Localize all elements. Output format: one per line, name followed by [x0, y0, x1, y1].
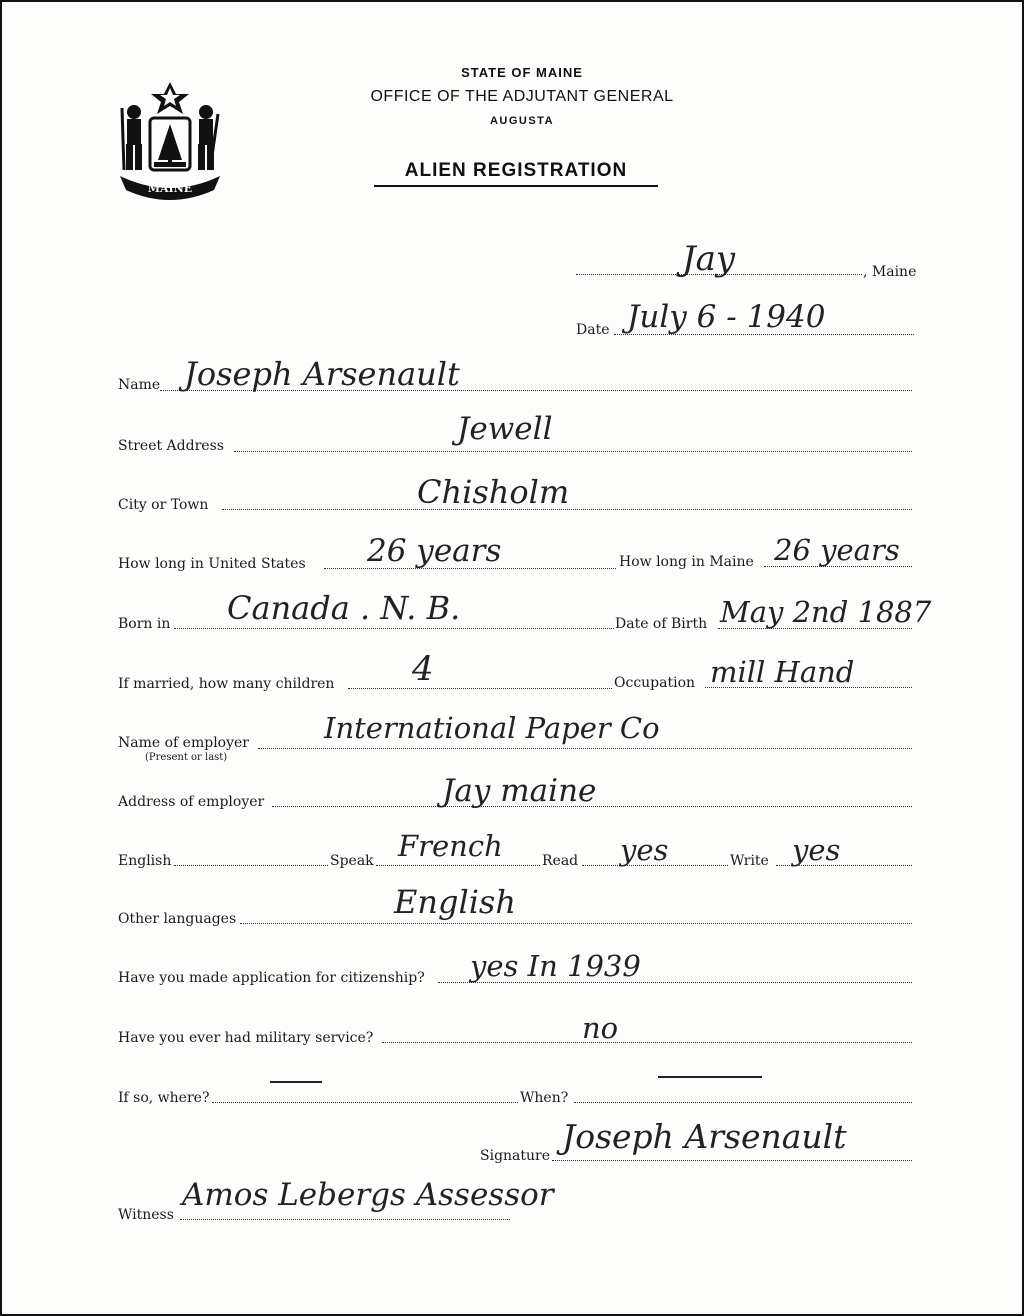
city-value: Chisholm [417, 473, 570, 511]
write-value: yes [792, 833, 841, 867]
speak-line [376, 865, 540, 866]
where-blank-mark [270, 1081, 322, 1083]
english-label: English [118, 853, 172, 869]
read-label: Read [542, 853, 579, 869]
witness-line [180, 1219, 510, 1220]
employer-label: Name of employer [118, 735, 249, 751]
children-label: If married, how many children [118, 676, 335, 692]
children-value: 4 [412, 649, 434, 689]
city-heading: AUGUSTA [489, 115, 555, 127]
street-value: Jewell [457, 411, 553, 447]
employer-note: (Present or last) [145, 752, 228, 763]
write-label: Write [730, 853, 769, 869]
date-label: Date [576, 322, 610, 338]
witness-value: Amos Lebergs Assessor [182, 1177, 554, 1213]
state-heading: STATE OF MAINE [461, 65, 583, 80]
employer-address-label: Address of employer [118, 794, 265, 810]
speak-label: Speak [330, 853, 374, 869]
signature-label: Signature [480, 1148, 551, 1164]
city-label: City or Town [118, 497, 209, 513]
military-line [382, 1042, 912, 1043]
street-line [234, 451, 912, 452]
other-languages-line [240, 923, 912, 924]
name-label: Name [118, 377, 161, 393]
how-long-us-label: How long in United States [118, 556, 306, 572]
employer-line [258, 748, 912, 749]
svg-text:MAINE: MAINE [147, 182, 193, 195]
maine-seal-icon [114, 78, 226, 200]
occupation-label: Occupation [614, 675, 696, 691]
employer-value: International Paper Co [324, 711, 660, 745]
employer-address-value: Jay maine [442, 773, 597, 809]
signature-line [552, 1160, 912, 1161]
witness-label: Witness [118, 1207, 174, 1223]
other-languages-label: Other languages [118, 911, 237, 927]
date-of-birth-label: Date of Birth [615, 616, 708, 632]
military-label: Have you ever had military service? [118, 1030, 374, 1046]
how-long-us-value: 26 years [367, 533, 502, 569]
english-line [174, 865, 328, 866]
signature-value: Joseph Arsenault [562, 1117, 847, 1156]
read-value: yes [620, 833, 669, 867]
date-value: July 6 - 1940 [627, 299, 826, 335]
born-in-value: Canada . N. B. [227, 589, 461, 627]
street-label: Street Address [118, 438, 224, 454]
name-value: Joseph Arsenault [184, 355, 460, 393]
occupation-value: mill Hand [710, 655, 855, 689]
other-languages-value: English [394, 883, 516, 921]
speak-value: French [398, 829, 503, 863]
born-in-label: Born in [118, 616, 171, 632]
office-heading: OFFICE OF THE ADJUTANT GENERAL [370, 88, 674, 105]
how-long-maine-value: 26 years [774, 533, 900, 567]
form-title: ALIEN REGISTRATION [374, 160, 658, 187]
when-label: When? [520, 1090, 569, 1106]
date-of-birth-value: May 2nd 1887 [720, 595, 932, 629]
military-value: no [582, 1011, 619, 1045]
born-in-line [174, 628, 614, 629]
town-value: Jay [682, 239, 736, 279]
maine-label: , Maine [863, 264, 917, 280]
where-label: If so, where? [118, 1090, 210, 1106]
children-line [348, 688, 612, 689]
where-line [212, 1102, 518, 1103]
how-long-maine-label: How long in Maine [619, 554, 754, 570]
citizenship-value: yes In 1939 [470, 949, 641, 983]
when-line [574, 1102, 912, 1103]
citizenship-label: Have you made application for citizenship? [118, 970, 425, 986]
when-blank-mark [658, 1076, 762, 1078]
